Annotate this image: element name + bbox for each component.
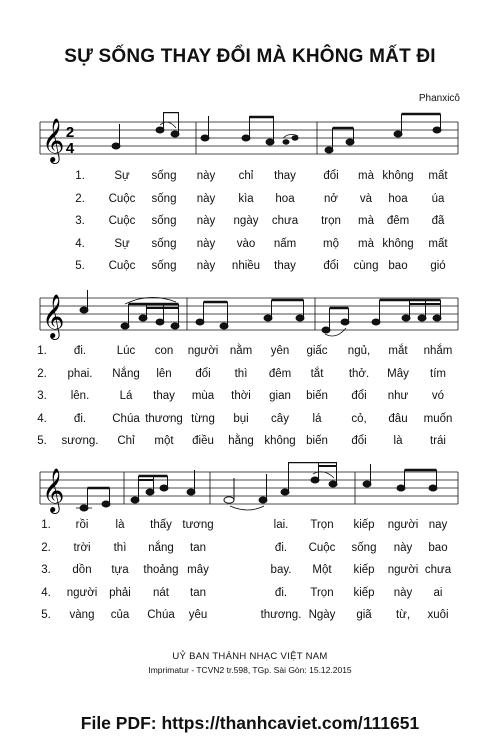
syllable: người: [387, 564, 419, 576]
syllable: phải: [109, 586, 131, 599]
treble-clef-icon: 𝄞: [42, 468, 65, 512]
syllable: 5.: [75, 260, 85, 272]
syllable: và: [359, 192, 373, 205]
syllable: cỏ,: [351, 412, 367, 425]
syllable: kìa: [238, 192, 254, 205]
verse-line: [0, 260, 500, 283]
syllable: từ,: [395, 609, 411, 621]
verse-line: [0, 215, 500, 238]
syllable: gió: [430, 260, 446, 272]
time-signature-bottom: 4: [65, 140, 75, 157]
syllable: ai: [433, 586, 443, 599]
syllable: kiếp: [353, 519, 375, 531]
syllable: mất: [428, 237, 448, 250]
syllable: tương: [182, 519, 214, 531]
syllable: là: [115, 519, 125, 531]
composer-name: Phanxicô: [418, 93, 460, 104]
syllable: Cuộc: [108, 260, 136, 272]
syllable: đổi: [351, 435, 367, 447]
syllable: 1.: [37, 345, 47, 357]
syllable: kiếp: [353, 564, 375, 576]
syllable: thì: [234, 367, 248, 380]
syllable: đổi: [351, 390, 367, 402]
syllable: thì: [113, 541, 127, 554]
syllable: Mây: [387, 367, 409, 380]
syllable: tan: [190, 586, 206, 599]
syllable: đi.: [274, 586, 288, 599]
syllable: đã: [431, 215, 445, 227]
syllable: hằng: [228, 435, 254, 447]
syllable: này: [196, 215, 216, 227]
syllable: mà: [358, 215, 374, 227]
syllable: Nắng: [112, 367, 140, 380]
syllable: Trọn: [310, 586, 334, 599]
syllable: lên: [156, 367, 172, 380]
syllable: thay: [153, 390, 175, 402]
syllable: thở.: [348, 367, 370, 380]
syllable: vàng: [69, 609, 95, 621]
syllable: hoa: [388, 192, 408, 205]
syllable: mùa: [191, 390, 215, 402]
syllable: này: [196, 192, 216, 205]
verse-line: [0, 435, 500, 458]
syllable: trọn: [321, 215, 341, 227]
syllable: Lá: [119, 390, 133, 402]
syllable: sống: [151, 215, 177, 227]
syllable: trời: [73, 541, 91, 554]
syllable: 4.: [75, 237, 85, 250]
syllable: trái: [430, 435, 446, 447]
syllable: cây: [271, 412, 289, 425]
syllable: thương: [145, 412, 183, 425]
verse-line: [0, 170, 500, 193]
syllable: lai.: [273, 519, 289, 531]
syllable: bụi: [233, 412, 249, 425]
syllable: thoảng: [143, 564, 179, 576]
syllable: sống: [151, 192, 177, 205]
syllable: giấc: [306, 345, 328, 357]
syllable: biến: [306, 435, 328, 447]
syllable: bao: [428, 541, 448, 554]
syllable: Một: [312, 564, 332, 576]
syllable: Chỉ: [117, 435, 135, 447]
verse-line: [0, 238, 500, 261]
syllable: 3.: [37, 390, 47, 402]
syllable: thương.: [260, 609, 302, 621]
syllable: ngày: [233, 215, 259, 227]
syllable: Lúc: [116, 345, 136, 357]
syllable: 3.: [75, 215, 85, 227]
syllable: tựa: [111, 564, 129, 576]
syllable: không: [382, 170, 414, 182]
syllable: bay.: [270, 564, 292, 576]
syllable: chưa: [424, 564, 452, 576]
syllable: Sự: [114, 237, 130, 250]
syllable: 1.: [41, 519, 51, 531]
syllable: giã: [356, 609, 372, 621]
syllable: đâu: [388, 412, 408, 425]
syllable: thời: [231, 390, 251, 402]
time-signature-top: 2: [65, 124, 75, 141]
syllable: là: [393, 435, 403, 447]
syllable: này: [196, 170, 216, 182]
syllable: Cuộc: [308, 541, 336, 554]
syllable: lên.: [70, 390, 90, 402]
syllable: vào: [236, 237, 256, 250]
syllable: như: [387, 390, 409, 402]
syllable: úa: [431, 192, 445, 205]
syllable: sống: [151, 170, 177, 182]
syllable: từng: [191, 412, 215, 425]
verse-line: [0, 390, 500, 413]
syllable: Ngày: [308, 609, 336, 621]
syllable: ngủ,: [347, 345, 371, 357]
syllable: đêm: [386, 215, 410, 227]
syllable: biến: [306, 390, 328, 402]
syllable: phai.: [67, 367, 93, 380]
syllable: 2.: [75, 192, 85, 205]
syllable: mây: [187, 564, 209, 576]
syllable: nhiều: [231, 260, 261, 272]
syllable: này: [196, 237, 216, 250]
syllable: con: [154, 345, 174, 357]
verses-system-1: [0, 170, 500, 283]
syllable: mà: [358, 170, 374, 182]
syllable: Cuộc: [108, 192, 136, 205]
syllable: một: [154, 435, 174, 447]
syllable: lá: [312, 412, 322, 425]
syllable: tắt: [310, 367, 324, 380]
syllable: 4.: [41, 586, 51, 599]
syllable: sống: [151, 260, 177, 272]
syllable: tím: [430, 367, 446, 380]
syllable: nằm: [229, 345, 253, 357]
syllable: 1.: [75, 170, 85, 182]
syllable: này: [393, 586, 413, 599]
syllable: không: [264, 435, 296, 447]
syllable: mất: [428, 170, 448, 182]
syllable: đi.: [73, 412, 87, 425]
syllable: mắt: [388, 345, 408, 357]
syllable: người: [387, 519, 419, 531]
verse-line: [0, 587, 500, 610]
syllable: 4.: [37, 412, 47, 425]
syllable: Sự: [114, 170, 130, 182]
syllable: chỉ: [238, 170, 254, 182]
syllable: nấm: [273, 237, 297, 250]
syllable: nắng: [148, 541, 174, 554]
syllable: thay: [274, 170, 296, 182]
verses-system-3: [0, 519, 500, 632]
syllable: vó: [431, 390, 445, 402]
verses-system-2: [0, 345, 500, 458]
syllable: 2.: [41, 541, 51, 554]
syllable: hoa: [275, 192, 295, 205]
publisher-name: UỶ BAN THÁNH NHẠC VIỆT NAM: [172, 651, 328, 662]
verse-line: [0, 345, 500, 368]
syllable: xuôi: [427, 609, 449, 621]
syllable: này: [393, 541, 413, 554]
syllable: Cuộc: [108, 215, 136, 227]
syllable: sống: [351, 541, 377, 554]
syllable: 3.: [41, 564, 51, 576]
verse-line: [0, 193, 500, 216]
syllable: điều: [192, 435, 214, 447]
syllable: đêm: [268, 367, 292, 380]
syllable: sống: [151, 237, 177, 250]
syllable: 5.: [37, 435, 47, 447]
syllable: này: [196, 260, 216, 272]
pdf-link[interactable]: File PDF: https://thanhcaviet.com/111651: [80, 713, 420, 733]
syllable: đổi: [323, 170, 339, 182]
syllable: mà: [358, 237, 374, 250]
song-title: SỰ SỐNG THAY ĐỔI MÀ KHÔNG MẤT ĐI: [64, 46, 436, 67]
syllable: Chúa: [112, 412, 140, 425]
verse-line: [0, 609, 500, 632]
syllable: nhắm: [423, 345, 453, 357]
syllable: người: [187, 345, 219, 357]
syllable: sương.: [61, 435, 99, 447]
syllable: đổi: [195, 367, 211, 380]
syllable: rồi: [75, 519, 89, 531]
syllable: mộ: [323, 237, 339, 250]
syllable: thay: [274, 260, 296, 272]
treble-clef-icon: 𝄞: [42, 118, 65, 162]
syllable: đi.: [274, 541, 288, 554]
verse-line: [0, 413, 500, 436]
syllable: nát: [153, 586, 169, 599]
treble-clef-icon: 𝄞: [42, 294, 65, 338]
verse-line: [0, 519, 500, 542]
syllable: 5.: [41, 609, 51, 621]
syllable: đi.: [73, 345, 87, 357]
syllable: yên: [270, 345, 290, 357]
syllable: nở: [324, 192, 338, 205]
syllable: không: [382, 237, 414, 250]
imprimatur-note: Imprimatur - TCVN2 tr.598, TGp. Sài Gòn: 15.12.2015: [148, 665, 352, 675]
syllable: của: [110, 609, 130, 621]
syllable: bao: [388, 260, 408, 272]
syllable: muốn: [423, 412, 453, 425]
syllable: Trọn: [310, 519, 334, 531]
syllable: chưa: [271, 215, 299, 227]
verse-line: [0, 564, 500, 587]
syllable: tan: [190, 541, 206, 554]
verse-line: [0, 368, 500, 391]
verse-line: [0, 542, 500, 565]
syllable: kiếp: [353, 586, 375, 599]
syllable: nay: [428, 519, 448, 531]
syllable: gian: [269, 390, 291, 402]
syllable: thấy: [150, 519, 172, 531]
syllable: dồn: [72, 564, 92, 576]
syllable: 2.: [37, 367, 47, 380]
syllable: Chúa: [147, 609, 175, 621]
syllable: yêu: [188, 609, 208, 621]
syllable: cùng: [353, 260, 379, 272]
syllable: đổi: [323, 260, 339, 272]
syllable: người: [66, 586, 98, 599]
